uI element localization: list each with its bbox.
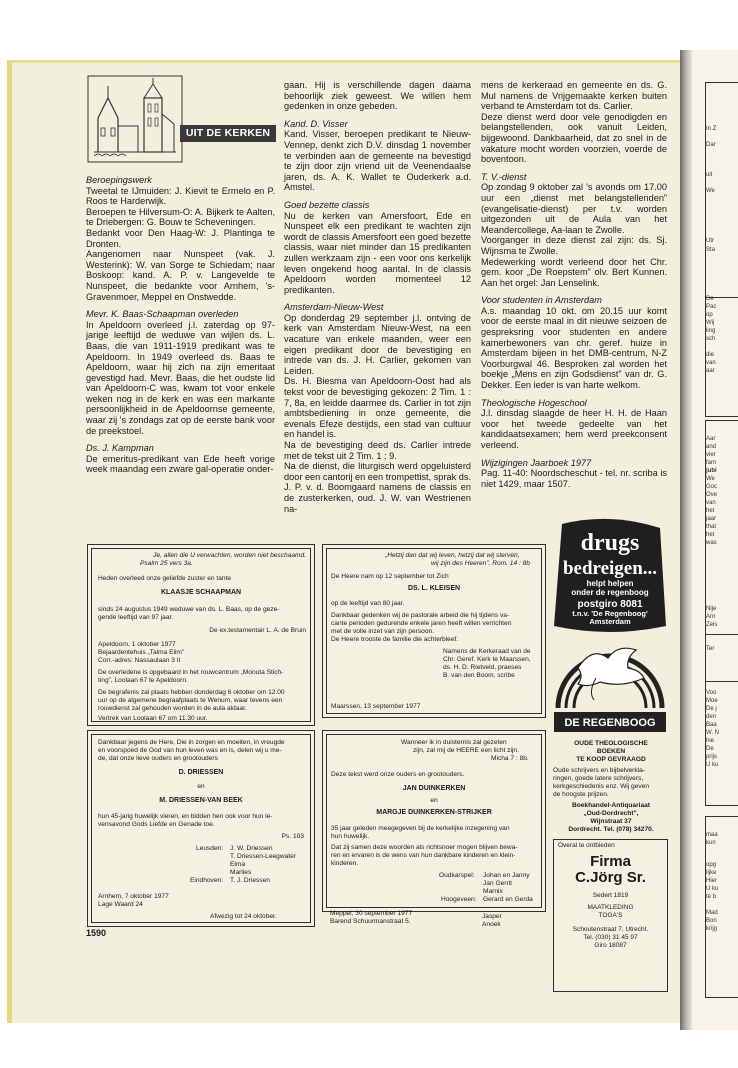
section-title: UIT DE KERKEN [180,125,276,142]
article-column-2 [284,80,471,514]
ad-intro: Dankbaar jegens de Here, Die in zorgen en moeiten, in vreugde [98,739,285,746]
heading-kampman: Ds. J. Kampman [86,443,154,454]
ad-signature: ds. H. D. Rietveld, praeses [443,664,522,671]
ad-text: De Heere trooste de familie die achterbleef. [331,636,459,643]
books-ad [553,740,669,834]
regenboog-brand: DE REGENBOOG [564,717,656,729]
anniversary-driessen [87,730,315,927]
adjacent-text: Zeis [706,622,718,628]
ad-text: op de leeftijd van 80 jaar. [331,600,405,607]
article-text: Tweetal te IJmuiden: J. Kievit te Ermelo en P. Roos te Harderwijk. [86,185,275,207]
article-text: Deze dienst werd door vele genodigden en belangstellenden, ook vanuit Leiden, bijgewoond. Dankbaarheid, dat zo snel in de vakature mocht worden voorzien, voerde de boventoon. [481,111,667,165]
ad-signature: Namens de Kerkeraad van de [443,648,531,655]
ad-text: sinds 24 augustus 1949 weduwe van ds. L. Baas, op de geze- [98,606,280,613]
ad-text: rouwdienst zal gehouden worden in de aula aldaar. [98,705,247,712]
adjacent-page [692,50,738,1030]
adjacent-text: Pac [706,304,717,310]
article-text: In Apeldoorn overleed j.l. zaterdag op 97-jarige leeftijd de weduwe van wijlen ds. L. Baas, die van 1911-1919 predikant was te Apeldoorn. In 1949 overleed ds. Baas te Apeldoorn, waar hij zich na zijn emeritaat gevestigd had. Mevr. Baas, die het oudste lid van Apeldoorn-C was, kwam tot voor enkele weken nog in de kerk en was een markante persoonlijkheid in de Apeldoornse gemeente, waar zij 's zondags zat op de eerste bank voor de preekstoel. [86,319,275,436]
ad-place: Lage Waard 24 [98,901,143,908]
books-text: Oude schrijvers en bijbelverkla- [553,767,645,774]
article-text: Nu de kerken van Amersfoort, Ede en Nunspeet elk een predikant te wachten zijn wordt de classis Amersfoort een goed bezette classis, waar niet minder dan 15 predikanten zullen werkzaam zijn - een voor ons kerkelijk leven ongekend hoog aantal. In de classis Apeldoorn worden momenteel 12 predikanten. [284,210,471,295]
adjacent-text: sch [706,336,716,342]
drugs-giro: postgiro 8081 [577,599,643,610]
ad-text: 35 jaar geleden meegegeven bij de kerkelijke inzegening van [331,825,510,832]
ad-reference: Psalm 25 vers 3a. [140,560,193,567]
adjacent-text: In Z [706,126,717,132]
adjacent-text: het [706,532,715,538]
ad-text: De begrafenis zal plaats hebben donderdag 6 oktober om 12.00 [98,689,285,696]
ad-conjunction: en [197,783,205,790]
article-text: Ds. H. Biesma van Apeldoorn-Oost had als tekst voor de bevestiging gekozen: 2 Tim. 1 : 7, 8a, en leidde daarmee ds. Carlier in tot zijn ambtsbediening in onze gemeente, die evenals Efeze destijds, een stad van cultuur en handel is. [284,376,471,440]
heading-amsterdam-nieuw-west: Amsterdam-Nieuw-West [284,302,384,313]
ad-place-label: Oudkarspel: [439,872,475,879]
ad-family: Anoek [482,921,501,928]
drugs-headline: drugs [580,530,640,556]
adjacent-text: Wij [706,320,715,326]
heading-visser: Kand. D. Visser [284,118,348,129]
adjacent-text: jubi [706,468,717,474]
firma-name: Firma [590,853,631,870]
article-text: gaan. Hij is verschillende dagen daarna behoorlijk ziek geweest. We willen hem gedenken in onze gebeden. [284,80,471,112]
adjacent-text: aar [706,368,715,374]
article-text: Medewerking wordt verleend door het Chr. gem. koor „De Roepstem” olv. Bert Kunnen. Aan het orgel: Jan Lenselink. [481,256,667,288]
ad-intro: de, dat onze lieve ouders en grootouders [98,755,218,762]
ad-place-label: Hoogeveen: [441,896,477,903]
article-text: Op donderdag 29 september j.l. ontving de kerk van Amsterdam Nieuw-West, na een vacature van enkele maanden, weer een eigen predikant door de bevestiging en intrede van ds. J. H. Carlier, gekomen van Leiden. [284,312,471,376]
ad-signature: Chr. Geref. Kerk te Maarssen, [443,656,531,663]
ad-name: D. DRIESSEN [178,769,224,776]
adjacent-text: die [706,352,715,358]
church-illustration [86,74,276,164]
article-text: A.s. maandag 10 okt. om 20.15 uur komt voor de eerste maal in dit nieuwe seizoen de gespreksring voor studenten en andere kamerbewoners van chr. geref. huize in Amsterdam bijeen in het DMB-centrum, N-Z Voorburgwal 46. Besproken zal worden het boekje „Mens en zijn Godsdienst” van dr. G. Dekker. Een ieder is van harte welkom. [481,305,667,391]
article-text: Kand. Visser, beroepen predikant te Nieuw-Vennep, denkt zich D.V. dinsdag 1 november te verbinden aan de gemeente na bevestigd te zijn door zijn vriend uit de Veenendaalse jaren, ds. A. K. Wallet te Ouderkerk a.d. Amstel. [284,129,471,193]
firma-service: MAATKLEDING [587,904,634,911]
books-heading: TE KOOP GEVRAAGD [576,756,646,763]
heading-beroepingswerk: Beroepingswerk [86,175,152,185]
article-text: Na de dienst, die liturgisch werd opgeluisterd door een cantorij en een trompettist, sprak ds. J. P. v. d. Boomgaard namens de classis en de zusterkerken, oud. J. W. van Westrienen na- [284,461,471,514]
ad-text: kinderen. [331,860,359,867]
ad-family: Gerard en Gerda [483,896,533,903]
ad-text: hun huwelijk. [331,833,370,840]
dove-icon [578,648,644,700]
heading-studenten: Voor studenten in Amsterdam [481,295,602,306]
ad-text: ting”, Loolaan 67 te Apeldoorn. [98,677,188,684]
firma-giro: Giro 18087 [594,942,627,949]
ad-family: Elma [230,861,246,868]
heading-baas-schaapman: Mevr. K. Baas-Schaapman overleden [86,309,239,320]
adjacent-text: De [706,746,714,752]
adjacent-text: krijg [706,926,718,932]
article-text: J.l. dinsdag slaagde de heer H. H. de Haan voor het tweede gedeelte van het kandidaatsexamen; hem werd preekconsent verleend. [481,408,667,450]
ad-intro: De Heere nam op 12 september tot Zich [331,573,449,580]
ad-family: Jan Gerrit [483,880,512,887]
ad-text: uur op de algemene begraafplaats te Wenum, waar tevens een [98,697,283,704]
ad-text: cante perioden gedurende enkele jaren heeft willen verrichten [331,620,512,627]
article-text: Beroepen te Hilversum-O: A. Bijkerk te Aalten, te Driebergen: G. Bouw te Scheveningen. [86,206,275,228]
ad-family: Marnix [483,888,503,895]
ad-quote: Micha 7 : 8b. [491,755,529,762]
article-text: Op zondag 9 oktober zal 's avonds om 17.00 uur een „dienst met belangstellenden” (evangelisatie-dienst) per t.v. worden uitgezonden uit de Aula van het Meandercollege, Aa-laan te Zwolle. [481,182,667,235]
firma-jorg-ad [553,839,668,992]
adjacent-text: U ku [706,886,719,892]
heading-theologische-hogeschool: Theologische Hogeschool [481,397,587,408]
adjacent-text: te b [706,894,717,900]
drugs-text: onder de regenboog [571,588,649,597]
ad-text: vensavond Gods Liefde en Genade toe. [98,821,215,828]
books-shop: „Oud-Dordrecht”, [583,810,639,817]
adjacent-text: Nije [706,606,717,612]
firma-name: C.Jörg Sr. [575,869,646,886]
ad-family: Jasper [482,913,502,920]
adjacent-text: opg [706,862,717,868]
ad-quote: Je, allen die U verwachten, worden niet beschaamd. [153,552,306,559]
adjacent-text: Dar [706,142,716,148]
books-text: ringen, goede latere schrijvers, [553,775,644,782]
adjacent-text: Arn [706,614,716,620]
ad-text: Corr.-adres: Nassaulaan 3 II [98,657,181,664]
adjacent-text: De [706,296,714,302]
article-text: Bedankt voor Den Haag-W: J. Plantinga te Dronten. [86,227,275,249]
ad-family: T. Driessen-Leegwater [230,853,296,860]
ad-name: MARGJE DUINKERKEN-STRIJKER [376,809,492,816]
firma-address: Schoutenstraat 7, Utrecht. [572,926,649,933]
ad-family: Marlies [230,869,252,876]
firma-service: TOGA'S [598,912,623,919]
ad-signature: B. van den Boom, scribe [443,672,515,679]
ad-text: Bejaardentehuis „Talma Elim” [98,649,185,656]
adjacent-text: that [706,524,717,530]
adjacent-text: Utr [706,238,714,244]
adjacent-text: kun [706,840,716,846]
ad-family: T. J. Driessen [230,877,270,884]
ad-conjunction: en [430,797,438,804]
article-text: Na de bevestiging deed ds. Carlier intrede met de tekst uit 2 Tim. 1 : 9. [284,440,471,461]
adjacent-text: het [706,508,715,514]
ad-intro: Heden overleed onze geliefde zuster en tante [98,575,232,582]
books-heading: OUDE THEOLOGISCHE [574,740,648,747]
ad-place-label: Leusden: [196,845,224,852]
drugs-text: t.n.v. 'De Regenboog' [572,609,648,618]
adjacent-text: Bon [706,918,717,924]
ad-text: hun 45-jarig huwelijk vieren, en bidden hen ook voor hun le- [98,813,273,820]
ad-text: ren en ervaren is de wens van hun dankbare kinderen en klein- [331,852,516,859]
firma-since: Sedert 1819 [592,892,629,899]
heading-jaarboek: Wijzigingen Jaarboek 1977 [481,457,592,468]
ad-place: Barend Schuurmanstraat 5. [330,918,411,925]
ad-text: Apeldoorn, 1 oktober 1977 [98,641,176,648]
ad-place-label: Eindhoven: [190,877,223,884]
adjacent-text: We [706,188,715,194]
adjacent-text: op [706,312,713,318]
anniversary-duinkerken [322,730,546,912]
drugs-text: Amsterdam [589,617,631,626]
adjacent-text: Hier [706,878,718,884]
drugs-headline-2: bedreigen... [562,558,658,579]
ad-text: De overledene is opgebaard in het rouwcentrum „Monuta Stich- [98,669,284,676]
adjacent-text: U ku [706,762,719,768]
books-shop: Wijnstraat 37 [590,818,632,825]
ad-text: Dat zij samen deze woorden als richtsnoer mogen blijven bewa- [331,844,518,851]
ad-absence: Afwezig tot 24 oktober. [210,913,277,920]
adjacent-text: W. N [706,730,719,736]
adjacent-text: Moe [706,698,718,704]
ad-place: Maarssen, 13 september 1977 [331,703,421,710]
adjacent-text: ling [706,328,716,334]
adjacent-text: De j [706,706,717,712]
page-number: 1590 [86,928,107,938]
page-gutter [680,50,692,1030]
adjacent-text: Aar [706,436,716,442]
books-shop: Dordrecht. Tel. (078) 34270. [568,826,654,833]
ad-text: Vertrek van Loolaan 67 om 11.30 uur. [98,715,208,722]
ad-place: Meppel, 30 september 1977 [330,910,413,917]
adjacent-text: van [706,500,716,506]
adjacent-text: maa [706,832,718,838]
article-text: Voorganger in deze dienst zal zijn: ds. Sj. Wijnsma te Zwolle. [481,235,667,256]
adjacent-text: Baa [706,722,717,728]
adjacent-text: Sta [706,247,716,253]
ad-place: Arnhem, 7 oktober 1977 [98,893,169,900]
drugs-text: helpt helpen [586,579,634,588]
ad-text: met de volle inzet van zijn persoon. [331,628,434,635]
obituary-schaapman [87,544,315,726]
article-text: Aangenomen naar Nunspeet (vak. J. Westerink): W. van Sorge te Schiedam; naar Boskoop: kand. A. P. v. Langevelde te Nunspeet, die bedankte voor Arnhem, 's-Gravenmoer, Meppel en Onstwedde. [86,249,275,302]
ad-text: Dankbaar gedenken wij de pastorale arbeid die hij tijdens va- [331,612,510,619]
article-text: mens de kerkeraad en gemeente en ds. G. Mul namens de Vrijgemaakte kerken buiten verband te Amsterdam tot ds. Carlier. [481,80,667,112]
books-heading: BOEKEN [596,748,626,755]
adjacent-text: Voo [706,690,717,696]
ad-family: J. W. Driessen [230,845,273,852]
firma-tagline: Overal te ontbieden [558,842,615,849]
adjacent-text: Goc [706,484,718,490]
ad-name: JAN DUINKERKEN [402,785,466,792]
adjacent-text: van [706,360,716,366]
adjacent-text: prijs [706,754,718,760]
adjacent-text: We [706,476,715,482]
ad-executor: De ex.testamentair L. A. de Bruin [209,627,306,634]
ad-name: KLAASJE SCHAAPMAN [160,589,242,596]
ad-intro: Deze tekst werd onze ouders en grootouders. [331,771,465,778]
books-text: de hoogste prijzen. [553,791,609,798]
ad-quote: „Hetzij dan dat wij leven, hetzij dat wij sterven, [385,552,520,559]
regenboog-ad [548,518,672,738]
ad-name: M. DRIESSEN-VAN BEEK [159,797,243,804]
books-shop: Boekhandel-Antiquariaat [571,802,651,809]
adjacent-text: jaar [706,516,717,522]
ad-quote: Wanneer ik in duisternis zal gezeten [401,739,507,746]
heading-tv-dienst: T. V.-dienst [481,171,527,182]
article-column-1 [86,175,275,475]
ad-quote: zijn, zal mij de HEERE een licht zijn. [413,747,519,754]
adjacent-text: fam [706,460,717,466]
ad-quote: wij zijn des Heeren”, Rom. 14 : 8b [431,560,530,567]
ad-family: Johan en Janny [483,872,530,879]
firma-phone: Tel. (030) 31 45 97 [583,934,638,941]
adjacent-text: and [706,444,717,450]
article-text: Pag. 11-40: Noordscheschut - tel. nr. scriba is niet 1429, maar 1507. [481,468,667,489]
adjacent-text: was [706,540,717,546]
adjacent-text: den [706,714,717,720]
adjacent-text: Ove [706,492,718,498]
adjacent-text: vier [706,452,716,458]
article-text: De emeritus-predikant van Ede heeft vorige week maandag een zware gal-operatie onder- [86,453,275,475]
adjacent-text: uit [706,172,713,178]
ad-name: DS. L. KLEISEN [407,585,461,592]
adjacent-text: Ter [706,646,715,652]
books-text: kerkgeschiedenis enz. Wij geven [553,783,650,790]
heading-classis: Goed bezette classis [284,199,370,210]
adjacent-text: Mad [706,910,718,916]
article-column-3 [481,80,667,489]
ad-intro: en voorspoed de God van hun leven was en is, delen wij u me- [98,747,282,754]
obituary-kleisen [322,544,546,718]
adjacent-text: lijke [706,870,717,876]
ad-psalm: Ps. 103 [281,833,304,840]
adjacent-text: hie [706,738,715,744]
ad-text: gende leeftijd van 97 jaar. [98,614,174,621]
